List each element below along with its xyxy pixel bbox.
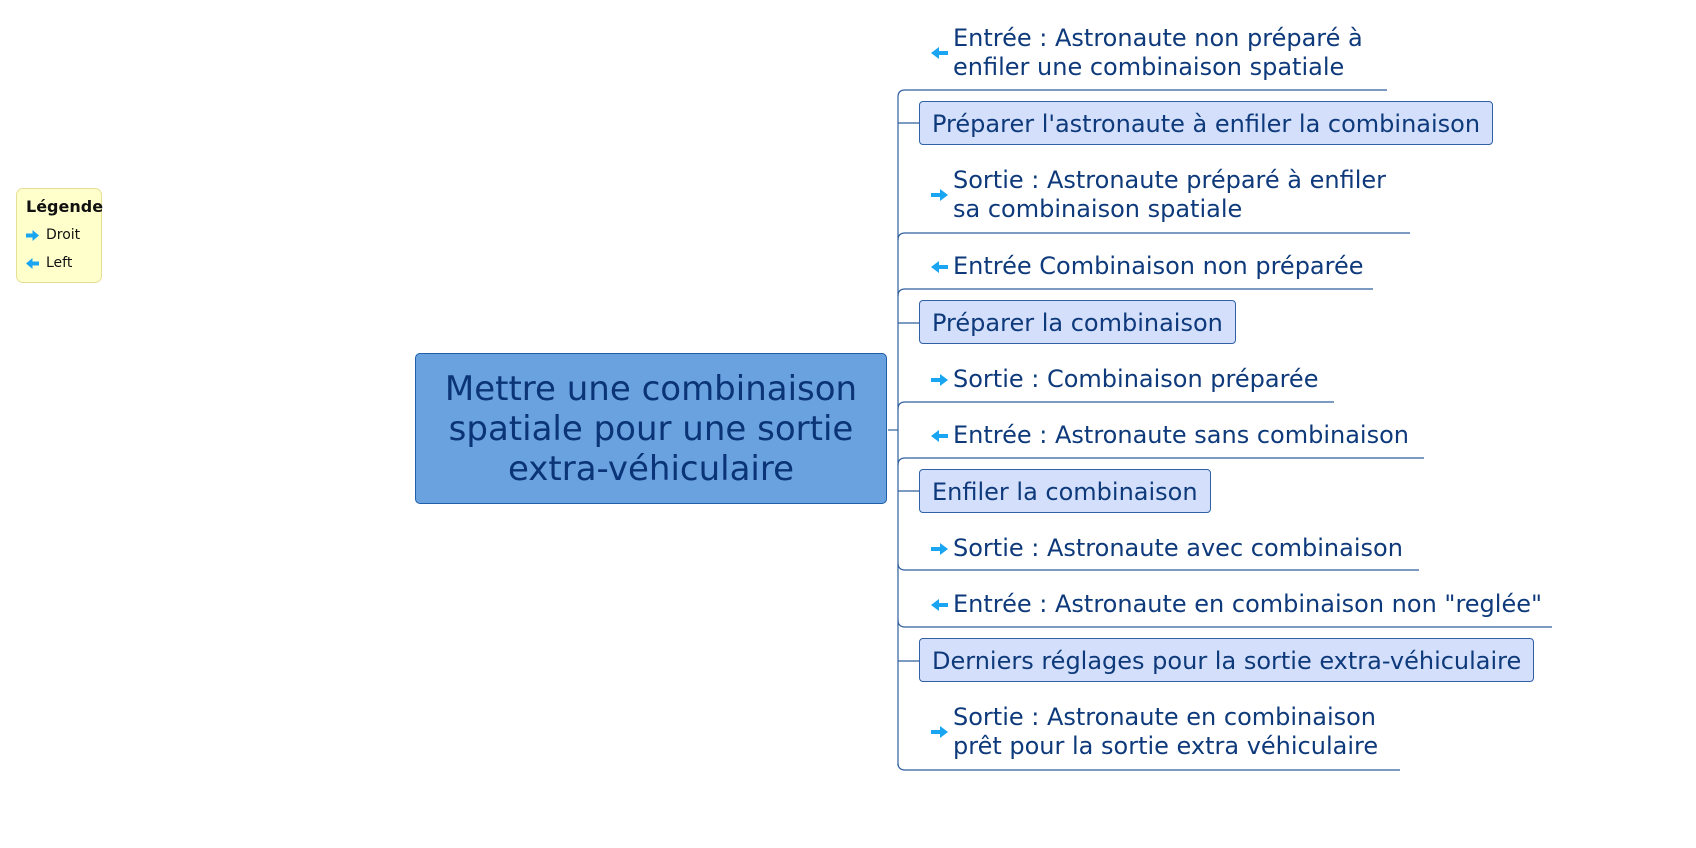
- legend-title: Légende: [26, 197, 104, 216]
- legend-item-right: [26, 221, 101, 249]
- legend-item-left: [26, 249, 101, 277]
- legend-label-left: Left: [46, 255, 73, 271]
- output-topic-ready-for-eva[interactable]: [931, 703, 1378, 761]
- input-topic-label: Entrée : Astronaute sans combinaison: [953, 421, 1409, 449]
- central-topic[interactable]: [415, 353, 887, 504]
- input-topic-suit-not-adjusted[interactable]: [931, 590, 1542, 619]
- process-topic-label: Derniers réglages pour la sortie extra-véhiculaire: [932, 647, 1522, 675]
- arrow-right-icon: [931, 189, 948, 201]
- central-topic-title: Mettre une combinaison spatiale pour une sortie extra-véhiculaire: [444, 368, 858, 489]
- arrow-left-icon: [931, 430, 948, 442]
- legend-label-right: Droit: [46, 227, 81, 243]
- arrow-right-icon: [931, 543, 948, 555]
- output-topic-label: Sortie : Combinaison préparée: [953, 365, 1319, 393]
- process-topic-label: Enfiler la combinaison: [932, 478, 1198, 506]
- output-topic-suit-prepared[interactable]: [931, 365, 1318, 394]
- process-topic-label: Préparer la combinaison: [932, 309, 1223, 337]
- input-topic-suit-unprepared[interactable]: [931, 252, 1364, 281]
- input-topic-label: Entrée Combinaison non préparée: [953, 252, 1364, 280]
- output-topic-astronaut-prepared[interactable]: [931, 166, 1386, 224]
- output-topic-label: Sortie : Astronaute en combinaison prêt pour la sortie extra véhiculaire: [953, 703, 1379, 760]
- input-topic-astronaut-unprepared[interactable]: [931, 24, 1363, 82]
- output-topic-label: Sortie : Astronaute avec combinaison: [953, 534, 1403, 562]
- arrow-right-icon: [931, 726, 948, 738]
- input-topic-astronaut-without-suit[interactable]: [931, 421, 1409, 450]
- arrow-right-icon: [26, 230, 39, 241]
- legend-box: [16, 188, 102, 283]
- output-topic-astronaut-with-suit[interactable]: [931, 534, 1403, 563]
- arrow-left-icon: [26, 258, 39, 269]
- process-topic-prepare-astronaut[interactable]: [919, 101, 1493, 145]
- input-topic-label: Entrée : Astronaute en combinaison non "reglée": [953, 590, 1543, 618]
- output-topic-label: Sortie : Astronaute préparé à enfiler sa combinaison spatiale: [953, 166, 1387, 223]
- process-topic-final-adjustments[interactable]: [919, 638, 1534, 682]
- input-topic-label: Entrée : Astronaute non préparé à enfiler une combinaison spatiale: [953, 24, 1363, 81]
- arrow-left-icon: [931, 599, 948, 611]
- arrow-right-icon: [931, 374, 948, 386]
- process-topic-prepare-suit[interactable]: [919, 300, 1236, 344]
- process-topic-label: Préparer l'astronaute à enfiler la combinaison: [932, 110, 1481, 138]
- arrow-left-icon: [931, 261, 948, 273]
- arrow-left-icon: [931, 47, 948, 59]
- process-topic-put-on-suit[interactable]: [919, 469, 1211, 513]
